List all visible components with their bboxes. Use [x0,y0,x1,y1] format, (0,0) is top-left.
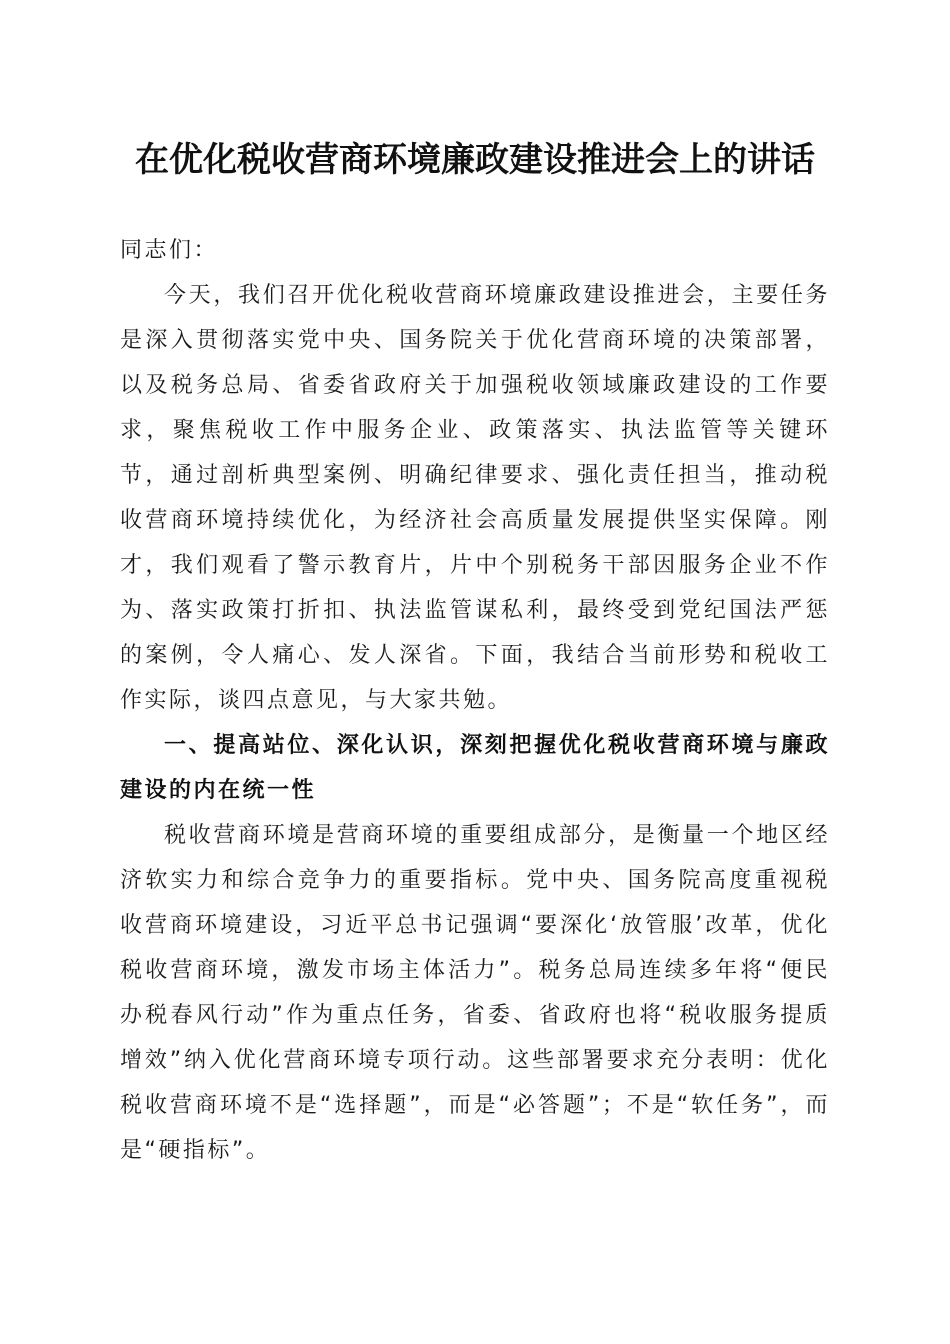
salutation: 同志们： [120,238,219,263]
paragraph-section-1: 税收营商环境是营商环境的重要组成部分，是衡量一个地区经济软实力和综合竞争力的重要指标。党中央、国务院高度重视税收营商环境建设，习近平总书记强调“要深化‘放管服’改革，优化税收营商环境，激发市场主体活力”。税务总局连续多年将“便民办税春风行动”作为重点任务，省委、省政府也将“税收服务提质增效”纳入优化营商环境专项行动。这些部署要求充分表明：优化税收营商环境不是“选择题”，而是“必答题”；不是“软任务”，而是“硬指标”。 [120,823,830,1163]
section-heading-1: 一、提高站位、深化认识，深刻把握优化税收营商环境与廉政建设的内在统一性 [120,733,830,803]
paragraph-intro: 今天，我们召开优化税收营商环境廉政建设推进会，主要任务是深入贯彻落实党中央、国务院关于优化营商环境的决策部署，以及税务总局、省委省政府关于加强税收领域廉政建设的工作要求，聚焦税收工作中服务企业、政策落实、执法监管等关键环节，通过剖析典型案例、明确纪律要求、强化责任担当，推动税收营商环境持续优化，为经济社会高质量发展提供坚实保障。刚才，我们观看了警示教育片，片中个别税务干部因服务企业不作为、落实政策打折扣、执法监管谋私利，最终受到党纪国法严惩的案例，令人痛心、发人深省。下面，我结合当前形势和税收工作实际，谈四点意见，与大家共勉。 [120,283,830,713]
document-title: 在优化税收营商环境廉政建设推进会上的讲话 [135,140,815,180]
document-body [120,228,830,1173]
